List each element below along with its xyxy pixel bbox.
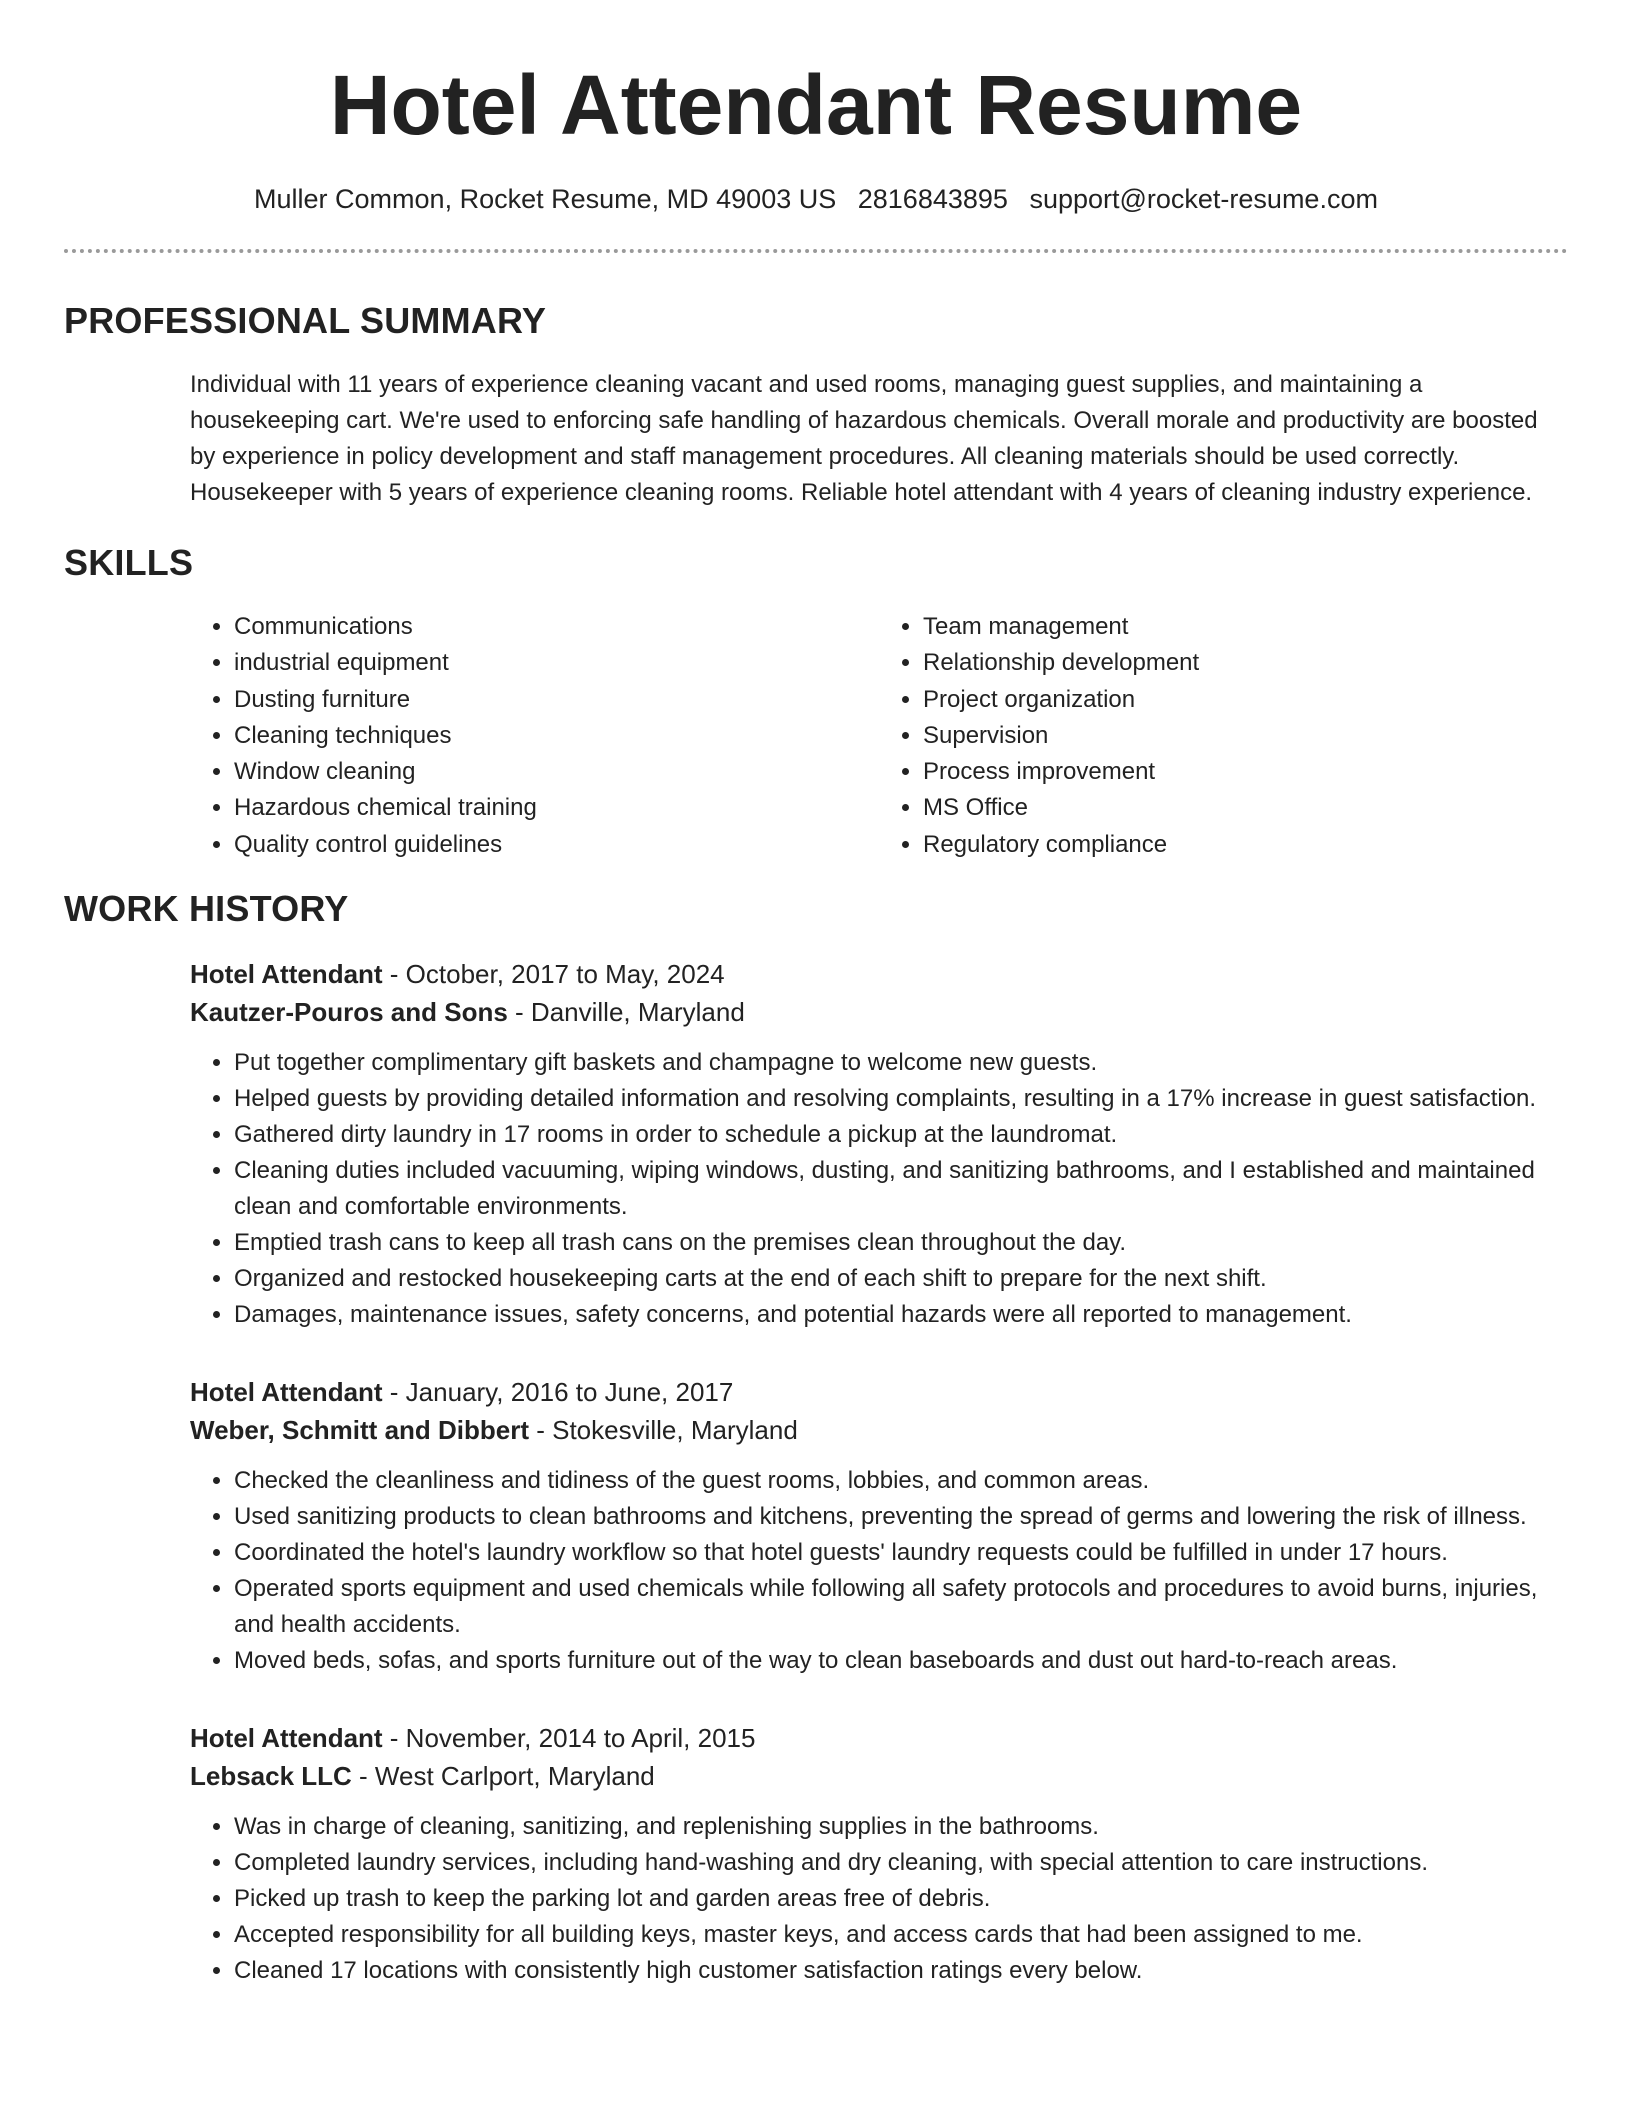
job-company: Kautzer-Pouros and Sons (190, 997, 508, 1028)
job-bullet: • Coordinated the hotel's laundry workflow so that hotel guests' laundry requests could be fulfilled in under 17 hours. (234, 1535, 1568, 1571)
job-company-line (190, 1757, 1568, 1795)
contact-phone: 2816843895 (857, 184, 1008, 214)
job-bullets (190, 1463, 1568, 1679)
skill-item: • MS Office (923, 790, 1568, 826)
job-role-line (190, 1373, 1568, 1411)
job-bullet: • Put together complimentary gift baskets and champagne to welcome new guests. (234, 1045, 1568, 1081)
job-company-line (190, 1411, 1568, 1449)
job-bullet: • Accepted responsibility for all building keys, master keys, and access cards that had been assigned to me. (234, 1917, 1568, 1953)
skills-heading: SKILLS (64, 542, 194, 583)
contact-line (64, 181, 1568, 217)
summary-text: Individual with 11 years of experience cleaning vacant and used rooms, managing guest supplies, and maintaining a housekeeping cart. We're used to enforcing safe handling of hazardous chemicals. Overall morale and productivity are boosted by experience in policy development and staff management procedures. All cleaning materials should be used correctly. Housekeeper with 5 years of experience cleaning rooms. Reliable hotel attendant with 4 years of cleaning industry experience. (190, 371, 1538, 506)
job-bullet: • Helped guests by providing detailed information and resolving complaints, resulting in a 17% increase in guest satisfaction. (234, 1081, 1568, 1117)
job-bullet: • Damages, maintenance issues, safety concerns, and potential hazards were all reported to management. (234, 1297, 1568, 1333)
job-bullet: • Operated sports equipment and used chemicals while following all safety protocols and procedures to avoid burns, injuries, and health accidents. (234, 1571, 1568, 1643)
header-divider (64, 249, 1568, 253)
skills-column-right (879, 609, 1568, 863)
skills-column-left (190, 609, 879, 863)
job-bullet: • Picked up trash to keep the parking lot and garden areas free of debris. (234, 1881, 1568, 1917)
job-company-line (190, 993, 1568, 1031)
job-bullets (190, 1809, 1568, 1989)
job-entry (190, 1373, 1568, 1679)
job-role: Hotel Attendant (190, 1377, 383, 1408)
job-location: - Danville, Maryland (507, 997, 745, 1028)
contact-email: support@rocket-resume.com (1029, 184, 1378, 214)
job-entry (190, 1719, 1568, 1989)
job-bullet: • Cleaned 17 locations with consistently high customer satisfaction ratings every below. (234, 1953, 1568, 1989)
job-bullet: • Moved beds, sofas, and sports furniture out of the way to clean baseboards and dust out hard-to-reach areas. (234, 1643, 1568, 1679)
job-dates: - January, 2016 to June, 2017 (382, 1377, 734, 1408)
skill-item: • Project organization (923, 682, 1568, 718)
job-bullet: • Was in charge of cleaning, sanitizing, and replenishing supplies in the bathrooms. (234, 1809, 1568, 1845)
skill-item: • Dusting furniture (234, 682, 879, 718)
skill-item: • Quality control guidelines (234, 827, 879, 863)
skill-item: • Hazardous chemical training (234, 790, 879, 826)
job-bullet: • Organized and restocked housekeeping carts at the end of each shift to prepare for the next shift. (234, 1261, 1568, 1297)
job-company: Weber, Schmitt and Dibbert (190, 1415, 530, 1446)
job-entry (190, 955, 1568, 1333)
job-location: - West Carlport, Maryland (351, 1761, 655, 1792)
job-bullet: • Gathered dirty laundry in 17 rooms in order to schedule a pickup at the laundromat. (234, 1117, 1568, 1153)
skill-item: • Cleaning techniques (234, 718, 879, 754)
skill-item: • Communications (234, 609, 879, 645)
skills-list (190, 609, 1568, 863)
job-role-line (190, 1719, 1568, 1757)
skill-item: • Process improvement (923, 754, 1568, 790)
job-bullet: • Used sanitizing products to clean bathrooms and kitchens, preventing the spread of germs and lowering the risk of illness. (234, 1499, 1568, 1535)
skill-item: • industrial equipment (234, 645, 879, 681)
skill-item: • Window cleaning (234, 754, 879, 790)
work-history-heading: WORK HISTORY (64, 888, 349, 930)
job-bullets (190, 1045, 1568, 1333)
contact-address: Muller Common, Rocket Resume, MD 49003 US (254, 184, 837, 214)
job-location: - Stokesville, Maryland (529, 1415, 798, 1446)
job-role-line (190, 955, 1568, 993)
job-dates: - October, 2017 to May, 2024 (382, 959, 725, 990)
summary-heading: PROFESSIONAL SUMMARY (64, 300, 547, 341)
skill-item: • Team management (923, 609, 1568, 645)
skill-item: • Relationship development (923, 645, 1568, 681)
job-role: Hotel Attendant (190, 959, 383, 990)
skill-item: • Supervision (923, 718, 1568, 754)
job-bullet: • Emptied trash cans to keep all trash cans on the premises clean throughout the day. (234, 1225, 1568, 1261)
job-bullet: • Cleaning duties included vacuuming, wiping windows, dusting, and sanitizing bathrooms, and I established and maintained clean and comfortable environments. (234, 1153, 1568, 1225)
job-company: Lebsack LLC (190, 1761, 352, 1792)
job-dates: - November, 2014 to April, 2015 (382, 1723, 756, 1754)
job-role: Hotel Attendant (190, 1723, 383, 1754)
resume-title: Hotel Attendant Resume (329, 58, 1303, 152)
job-bullet: • Completed laundry services, including hand-washing and dry cleaning, with special attention to care instructions. (234, 1845, 1568, 1881)
skill-item: • Regulatory compliance (923, 827, 1568, 863)
job-bullet: • Checked the cleanliness and tidiness of the guest rooms, lobbies, and common areas. (234, 1463, 1568, 1499)
